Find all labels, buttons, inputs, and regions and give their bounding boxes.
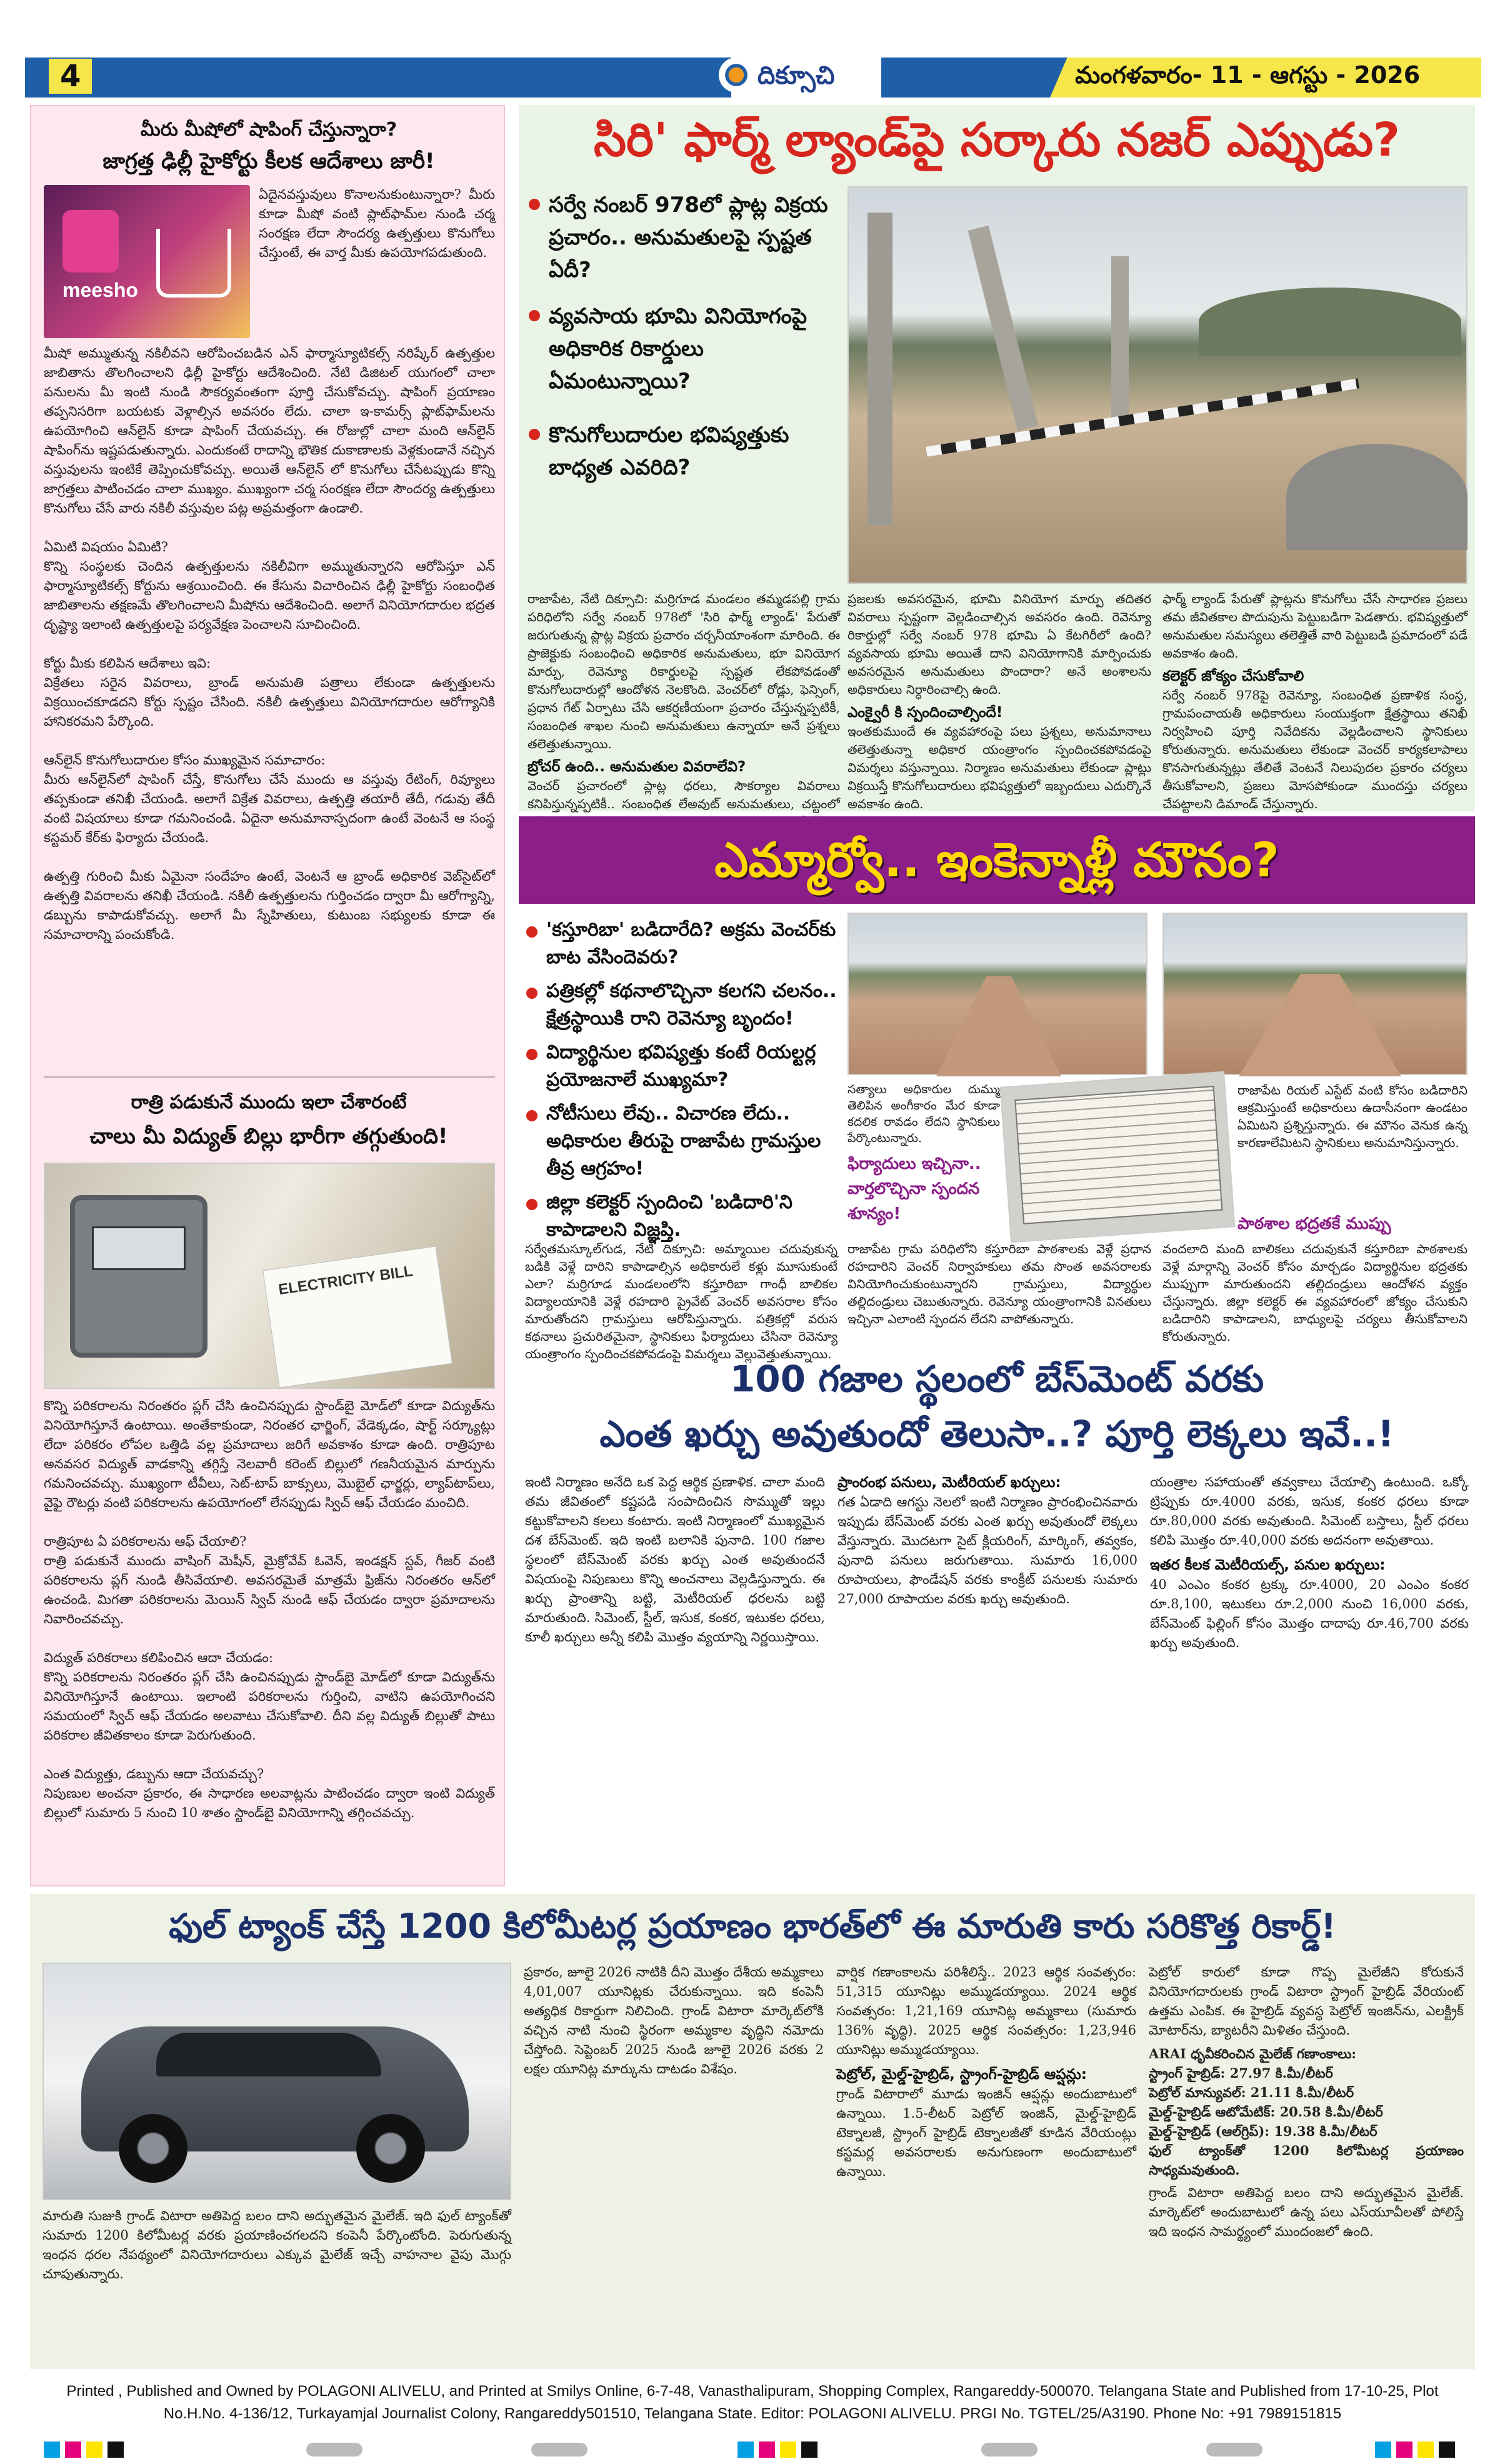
article4-headline: ఫుల్ ట్యాంక్ చేస్తే 1200 కిలోమీటర్ల ప్రయాణం భారత్‌లో ఈ మారుతి కారు సరికొత్త రికార్డ్! bbox=[169, 1906, 1336, 1946]
main-article4 bbox=[30, 1894, 1475, 2369]
footer-line-2: No.H.No. 4-136/12, Turkayamjal Journalist Colony, Rangareddy501510, Telangana State. Editor: POLAGONI ALIVELU. PRGI No. TGTEL/25/A3190. Phone No: +91 7989151815 bbox=[163, 2405, 1342, 2422]
article2-bullets bbox=[525, 916, 838, 1250]
article1-kicker: మీరు మీషోలో షాపింగ్ చేస్తున్నారా? bbox=[140, 119, 398, 141]
concrete-pillar bbox=[868, 213, 892, 525]
article3-col1: ఇంటి నిర్మాణం అనేది ఒక పెద్ద ఆర్థిక ప్రణాళిక. చాలా మంది తమ జీవితంలో కష్టపడి సంపాదించిన సొమ్ముతో ఇల్లు కట్టుకోవాలని కలలు కంటారు. ఇంటి నిర్మాణంలో ముఖ్యమైన దశ బేస్‌మెంట్. ఇది ఇంటి బలానికి పునాది. 100 గజాల స్థలంలో బేస్‌మెంట్ వరకు ఖర్చు ఎంత అవుతుందనే విషయంపై నిపుణులు కొన్ని అంచనాలు వెల్లడిస్తున్నారు. ఈ ఖర్చు ప్రాంతాన్ని బట్టి, మెటీరియల్ ధరలను బట్టి మారుతుంది. సిమెంట్, స్టీల్, ఇసుక, కంకర, ఇటుకల ధరలు, కూలీ ఖర్చులు అన్నీ కలిపి మొత్తం వ్యయాన్ని నిర్ణయిస్తాయి. bbox=[525, 1475, 825, 1645]
article2-main-headline: ఎమ్మార్వో.. ఇంకెన్నాళ్లీ మౌనం? bbox=[714, 832, 1279, 888]
article1-bullet: కొనుగోలుదారుల భవిష్యత్తుకు బాధ్యత ఎవరిది? bbox=[528, 419, 840, 484]
article4-col2: ప్రకారం, జూలై 2026 నాటికి దీని మొత్తం దేశీయ అమ్మకాలు 4,01,007 యూనిట్లకు చేరుకున్నాయి. ఇది కంపెనీ అత్యధిక రికార్డుగా నిలిచింది. గ్రాండ్ విటారా మార్కెట్‌లోకి వచ్చిన నాటి నుంచి స్థిరంగా అమ్మకాల వృద్ధిని నమోదు చేస్తోంది. సెప్టెంబర్ 2025 నుండి జూలై 2026 వరకు 2 లక్షల యూనిట్ల మార్కును దాటడం విశేషం. bbox=[524, 1965, 824, 2076]
article2-label-complaints: ఫిర్యాదులు ఇచ్చినా.. వార్తలొచ్చినా స్పందన శూన్యం! bbox=[848, 1154, 981, 1223]
article2-bullet: విద్యార్థినుల భవిష్యత్తు కంటే రియల్టర్ల ప్రయోజనాలే ముఖ్యమా? bbox=[525, 1039, 838, 1094]
article2-banner bbox=[519, 816, 1475, 904]
document-photo bbox=[1000, 1071, 1236, 1243]
bill-paper bbox=[262, 1246, 452, 1388]
article1-headline: జాగ్రత్త ఢిల్లీ హైకోర్టు కీలక ఆదేశాలు జారీ! bbox=[102, 149, 435, 174]
article3-col2: ప్రాంరంభ పనులు, మెటీరియల్ ఖర్చులు: గత ఏడాది ఆగస్టు నెలలో ఇంటి నిర్మాణం ప్రారంభించినవారు ఇప్పుడు బేస్‌మెంట్ వరకు ఎంత ఖర్చు అవుతుందో లెక్కలు వేస్తున్నారు. మొదటగా సైట్ క్లియరింగ్, మార్కింగ్, తవ్వకం, పునాది పనులు జరుగుతాయి. సుమారు 16,000 రూపాయలు, ఫౌండేషన్ వరకు కాంక్రీట్ పనులకు సుమారు 27,000 రూపాయల వరకు ఖర్చు అవుతుంది. bbox=[838, 1475, 1138, 1606]
footer-line-1: Printed , Published and Owned by POLAGONI ALIVELU, and Printed at Smilys Online, 6-7-48, Vanasthalipuram, Shopping Complex, Rangareddy-500070. Telangana State and Published from 17-10-25, Plot bbox=[66, 2383, 1439, 2400]
main-article2 bbox=[519, 910, 1475, 1361]
article4-col1: మారుతి సుజుకి గ్రాండ్ విటారా అతిపెద్ద బలం దాని అద్భుతమైన మైలేజ్. ఇది ఫుల్ ట్యాంక్‌తో సుమారు 1200 కిలోమీటర్ల వరకు ప్రయాణించగలదని కంపెనీ పేర్కొంటోంది. పెరుగుతున్న ఇంధన ధరల నేపథ్యంలో వినియోగదారులు ఎక్కువ మైలేజ్ ఇచ్చే వాహనాల వైపు మొగ్గు చూపుతున్నారు. bbox=[42, 2208, 511, 2281]
electricity-meter-photo bbox=[44, 1163, 495, 1389]
car-wheel bbox=[356, 2114, 425, 2183]
masthead-logo: దిక్సూచి bbox=[712, 50, 850, 103]
car-window bbox=[156, 2033, 381, 2076]
bill-caption: ELECTRICITY BILL bbox=[277, 1263, 414, 1299]
article2-col3: వందలాది మంది బాలికలు చదువుకునే కస్తూరిబా పాఠశాలకు వెళ్లే మార్గాన్ని వెంచర్ కోసం మార్చడం విద్యార్థినుల భద్రతకు ముప్పుగా మారుతుందని తల్లిదండ్రులు ఆందోళన వ్యక్తం చేస్తున్నారు. జిల్లా కలెక్టర్ ఈ వ్యవహారంలో జోక్యం చేసుకుని బడిదారిని కాపాడాలని, బాధ్యులపై చర్యలు తీసుకోవాలని కోరుతున్నారు. bbox=[1162, 1241, 1468, 1344]
article2-col1: సర్వేతమస్కూల్‌గుడ, నేటి దిక్సూచి: అమ్మాయిల చదువుకున్న బడికి వెళ్లే దారిని కాపాడాల్సిన అధికారులే కళ్లు మూసుకుంటే ఎలా? మర్రిగూడ మండలంలోని కస్తూరిబా గాంధీ బాలికల విద్యాలయానికి వెళ్లే రహదారి ప్రైవేట్ వెంచర్ అవసరాల కోసం మారుతోందని గ్రామస్తులు ఆరోపిస్తున్నారు. పత్రికల్లో వరుస కథనాలు ప్రచురితమైనా, స్థానికులు ఫిర్యాదులు చేసినా రెవెన్యూ యంత్రాంగం స్పందించకపోవడంపై విమర్శలు వెల్లువెత్తుతున్నాయి. bbox=[525, 1241, 838, 1361]
article2-col3-top: రాజాపేట రియల్ ఎస్టేట్ వంటి కోసం బడిదారిని ఆక్రమిస్తుంటే అధికారులు ఉదాసీనంగా ఉండటం ఏమిటని ప్రశ్నిస్తున్నారు. ఈ మౌనం వెనుక ఉన్న కారణాలేమిటని స్థానికులు అనుమానిస్తున్నారు. bbox=[1238, 1083, 1468, 1150]
article3-headline-line2: ఎంత ఖర్చు అవుతుందో తెలుసా..? పూర్తి లెక్కలు ఇవే..! bbox=[599, 1413, 1394, 1455]
article1-col3: ఫార్మ్ ల్యాండ్ పేరుతో ప్లాట్లను కొనుగోలు చేసే సాధారణ ప్రజలు తమ జీవితకాల పొదుపును పెట్టుబడిగా పెడతారు. భవిష్యత్తులో అనుమతుల సమస్యలు తలెత్తితే వారి పెట్టుబడి ప్రమాదంలో పడే అవకాశం ఉంది. కలెక్టర్ జోక్యం చేసుకోవాలి సర్వే నంబర్ 978పై రెవెన్యూ, సంబంధిత ప్రణాళిక సంస్థ, గ్రామపంచాయతీ అధికారులు సంయుక్తంగా క్షేత్రస్థాయి తనిఖీ నిర్వహించి పూర్తి నివేదికను వెల్లడించాలని స్థానికులు కోరుతున్నారు. అనుమతులు లేకుండా వెంచర్ కార్యకలాపాలు కొనసాగుతున్నట్లు తేలితే వెంటనే నిలుపుదల ప్రకారం చర్యలు తీసుకోవాలని, ప్రజలు మోసపోకుండా ముందస్తు చర్యలు చేపట్టాలని డిమాండ్ చేస్తున్నారు. bbox=[1162, 591, 1468, 811]
hill-shape bbox=[1199, 288, 1461, 356]
article1-body: మీషో అమ్ముతున్న నకిలీవని ఆరోపించబడిన ఎన్ ఫార్మాస్యూటికల్స్ నరిష్కేర్ ఉత్పత్తుల జాబితాను తొలగించాలని ఢిల్లీ హైకోర్టు ఆదేశించింది. నేటి డిజిటల్ యుగంలో చాలా పనులను మీ ఇంటి నుండి సౌకర్యవంతంగా పూర్తి చేసుకోవచ్చు. షాపింగ్ ప్రయాణం తప్పనిసరిగా బయటకు వెళ్లాల్సిన అవసరం లేదు. చాలా ఇ-కామర్స్ ప్లాట్‌ఫామ్‌లను ఉపయోగించి ఆన్‌లైన్ కూడా షాపింగ్ చేయవచ్చు. ఈ రోజుల్లో చాలా మంది ఆన్‌లైన్ షాపింగ్‌ను ఇష్టపడుతున్నారు. ఎందుకంటే రాదాన్ని భౌతిక దుకాణాలకు వెళ్లకుండానే నచ్చిన వస్తువులను ఇంటికే తెప్పించుకోవచ్చు. అయితే ఆన్‌లైన్ లో కొనుగోలు చేసేటప్పుడు కొన్ని జాగ్రత్తలు పాటించడం చాలా ముఖ్యం. ముఖ్యంగా చర్మ సంరక్షణ లేదా సౌందర్య ఉత్పత్తులు కొనుగోలు చేసే వారు నకిలీ వస్తువుల పట్ల అప్రమత్తంగా ఉండాలి. ఏమిటి విషయం ఏమిటి? కొన్ని సంస్థలకు చెందిన ఉత్పత్తులను నకిలీవిగా అమ్ముతున్నారని ఆరోపిస్తూ ఎన్ ఫార్మాస్యూటికల్స్ కోర్టును ఆశ్రయించింది. ఈ కేసును విచారించిన ఢిల్లీ హైకోర్టు సంబంధిత జాబితాలను తక్షణమే తొలగించాలని మీషోను ఆదేశించింది. అలాగే వినియోగదారుల భద్రత దృష్ట్యా ఇలాంటి ఉత్పత్తులపై పర్యవేక్షణ పెంచాలని సూచించింది. కోర్టు మీకు కలిపిన ఆదేశాలు ఇవి: విక్రేతలు సరైన వివరాలు, బ్రాండ్ అనుమతి పత్రాలు లేకుండా ఉత్పత్తులను విక్రయించకూడదని కోర్టు స్పష్టం చేసింది. నకిలీ ఉత్పత్తులు వినియోగదారుల ఆరోగ్యానికి హానికరమని పేర్కొంది. ఆన్‌లైన్ కొనుగోలుదారుల కోసం ముఖ్యమైన సమాచారం: మీరు ఆన్‌లైన్‌లో షాపింగ్ చేస్తే, కొనుగోలు చేసే ముందు ఆ వస్తువు రేటింగ్, రివ్యూలు తప్పకుండా తనిఖీ చేయండి. అలాగే విక్రేత వివరాలు, ఉత్పత్తి తయారీ తేదీ, గడువు తేదీ వంటి విషయాలు కూడా గమనించండి. ఏదైనా అనుమానాస్పదంగా ఉంటే వెంటనే ఆ సంస్థ కస్టమర్ కేర్‌కు ఫిర్యాదు చేయండి. ఉత్పత్తి గురించి మీకు ఏమైనా సందేహం ఉంటే, వెంటనే ఆ బ్రాండ్ అధికారిక వెబ్‌సైట్‌లో ఉత్పత్తి వివరాలను తనిఖీ చేయండి. నకిలీ ఉత్పత్తులను గుర్తించడం ద్వారా మీ ఆరోగ్యాన్ని, డబ్బును కాపాడుకోవచ్చు. అలాగే మీ స్నేహితులు, కుటుంబ సభ్యులకు కూడా ఈ సమాచారాన్ని పంచుకోండి. bbox=[44, 346, 495, 942]
print-registration-strip bbox=[44, 2440, 1456, 2459]
road-curb bbox=[926, 378, 1359, 456]
article2-photo-caption: సత్యాలు అధికారుల దుమ్ము తెలిపిన అంగీకారం మేర కూడా కదలిక రావడం లేదని స్థానికులు పేర్కొంటున్నారు. bbox=[848, 1083, 1000, 1145]
article1-col2: ప్రజలకు అవసరమైన, భూమి వినియోగ మార్పు తదితర వివరాలు స్పష్టంగా వెల్లడించాల్సిన అవసరం ఉంది. రెవెన్యూ రికార్డుల్లో సర్వే నంబర్ 978 భూమి ఏ కేటగిరీలో ఉంది? వ్యవసాయ భూమి అయితే దాని వినియోగానికి మార్పించుకు అవసరమైన అనుమతులు పొందారా? అనే అంశాలను అధికారులు నిర్ధారించాల్సి ఉంది. ఎంక్వైరీ కి స్పందించాల్సిందే! ఇంతకుముందే ఈ వ్యవహారంపై పలు ప్రశ్నలు, అనుమానాలు తలెత్తుతున్నా అధికార యంత్రాంగం స్పందించకపోవడంపై విమర్శలు వస్తున్నాయి. నిర్మాణం అనుమతులు లేకుండా ప్లాట్లు విక్రయిస్తే కొనుగోలుదారులు భవిష్యత్తులో ఇబ్బందులు ఎదుర్కొనే అవకాశం ఉంది. bbox=[848, 591, 1151, 811]
meter-icon bbox=[70, 1195, 208, 1358]
concrete-pillar bbox=[1111, 256, 1129, 419]
page-number: 4 bbox=[49, 59, 92, 94]
main-article3 bbox=[519, 1348, 1475, 1885]
meesho-logo: meesho bbox=[62, 279, 138, 301]
article-divider bbox=[44, 1076, 495, 1078]
shopping-cart-icon bbox=[156, 229, 231, 298]
article1-bullets bbox=[528, 189, 840, 490]
article2-body: కొన్ని పరికరాలను నిరంతరం ప్లగ్ చేసి ఉంచినప్పుడు స్టాండ్‌బై మోడ్‌లో కూడా విద్యుత్‌ను వినియోగిస్తూనే ఉంటాయి. అంతేకాకుండా, నిరంతర ఛార్జింగ్, వేడెక్కడం, షార్ట్ సర్క్యూట్లు లేదా పరికరం లోపల ఒత్తిడి వల్ల ప్రమాదాలు జరిగే అవకాశం కూడా ఉంది. రాత్రిపూట అనవసర విద్యుత్ వాడకాన్ని తగ్గిస్తే నెలవారీ కరెంట్ బిల్లులో గణనీయమైన మార్పును గమనించవచ్చు. ముఖ్యంగా టీవీలు, సెట్-టాప్ బాక్సులు, మొబైల్ ఛార్జర్లు, ల్యాప్‌టాప్‌లు, వైఫై రౌటర్లు వంటి పరికరాలను ఉపయోగంలో లేనప్పుడు స్విచ్ ఆఫ్ చేయడం మంచిది. రాత్రిపూట ఏ పరికరాలను ఆఫ్ చేయాలి? రాత్రి పడుకునే ముందు వాషింగ్ మెషీన్, మైక్రోవేవ్ ఓవెన్, ఇండక్షన్ స్టవ్, గీజర్ వంటి పరికరాలను ప్లగ్ నుండి తీసివేయాలి. అవసరమైతే మాత్రమే ఫ్రిజ్‌ను నిరంతరం ఆన్‌లో ఉంచండి. మిగతా పరికరాలను మెయిన్ స్విచ్ నుండి ఆఫ్ చేయడం ద్వారా ప్రమాదాలను నివారించవచ్చు. విద్యుత్ పరికరాలు కలిపించిన ఆదా చేయడం: కొన్ని పరికరాలను నిరంతరం ప్లగ్ చేసి ఉంచినప్పుడు స్టాండ్‌బై మోడ్‌లో కూడా విద్యుత్‌ను వినియోగిస్తూనే ఉంటాయి. ఇలాంటి పరికరాలను గుర్తించి, వాటిని ఉపయోగించని సమయంలో స్విచ్ ఆఫ్ చేయడం అలవాటు చేసుకోవాలి. దీని వల్ల విద్యుత్ బిల్లుతో పాటు పరికరాల జీవితకాలం కూడా పెరుగుతుంది. ఎంత విద్యుత్తు, డబ్బును ఆదా చేయవచ్చు? నిపుణుల అంచనా ప్రకారం, ఈ సాధారణ అలవాట్లను పాటించడం ద్వారా ఇంటి విద్యుత్ బిల్లులో సుమారు 5 నుంచి 10 శాతం స్టాండ్‌బై వినియోగాన్ని తగ్గించవచ్చు. bbox=[44, 1398, 495, 1820]
car-wheel bbox=[119, 2114, 188, 2183]
gravel-pile bbox=[1286, 444, 1468, 550]
article1-bullet: సర్వే నంబర్ 978లో ప్లాట్ల విక్రయ ప్రచారం.. అనుమతులపై స్పష్టత ఏదీ? bbox=[528, 189, 840, 294]
article3-headline-line1: 100 గజాల స్థలంలో బేస్‌మెంట్ వరకు bbox=[729, 1358, 1264, 1400]
meesho-photo bbox=[44, 185, 250, 338]
footer-imprint bbox=[30, 2380, 1475, 2430]
article2-bullet: జిల్లా కలెక్టర్ స్పందించి 'బడిదారి'ని కాపాడాలని విజ్ఞప్తి. bbox=[525, 1189, 838, 1244]
school-road-photo-2 bbox=[1162, 913, 1468, 1075]
article2-label-safety: పాఠశాల భద్రతకే ముప్పు bbox=[1238, 1214, 1391, 1233]
article3-col3: యంత్రాల సహాయంతో తవ్వకాలు చేయాల్సి ఉంటుంది. ఒక్కో ట్రిప్పుకు రూ.4000 వరకు, ఇసుక, కంకర ధరలు కూడా రూ.80,000 వరకు అవుతుంది. సిమెంట్ బస్తాలు, స్టీల్ ధరలు కలిపి మొత్తం రూ.40,000 వరకు అదనంగా అవుతాయి. ఇతర కీలక మెటీరియల్స్, పనుల ఖర్చులు: 40 ఎంఎం కంకర ట్రక్కు రూ.4000, 20 ఎంఎం కంకర రూ.8,100, ఇటుకలు రూ.2,000 నుంచి 16,000 వరకు, బేస్‌మెంట్ ఫిల్లింగ్ కోసం మొత్తం దాదాపు రూ.46,700 వరకు ఖర్చు అవుతుంది. bbox=[1150, 1475, 1469, 1650]
meesho-bag-icon bbox=[62, 210, 119, 273]
article4-col4: పెట్రోల్ కారులో కూడా గొప్ప మైలేజీని కోరుకునే వినియోగదారులకు గ్రాండ్ విటారా స్ట్రాంగ్ హైబ్రిడ్ వేరియంట్ ఉత్తమ ఎంపిక. ఈ హైబ్రిడ్ వ్యవస్థ పెట్రోల్ ఇంజిన్‌ను, ఎలక్ట్రిక్ మోటార్‌ను, బ్యాటరీని మిళితం చేస్తుంది. ARAI ధృవీకరించిన మైలేజ్ గణాంకాలు: స్ట్రాంగ్ హైబ్రిడ్: 27.97 కి.మీ/లీటర్ పెట్రోల్ మాన్యువల్: 21.11 కి.మీ/లీటర్ మైల్డ్-హైబ్రిడ్ ఆటోమేటిక్: 20.58 కి.మీ/లీటర్ మైల్డ్-హైబ్రిడ్ (ఆల్‌గ్రిప్): 19.38 కి.మీ/లీటర్ ఫుల్ ట్యాంక్‌తో 1200 కిలోమీటర్ల ప్రయాణం సాధ్యమవుతుంది. గ్రాండ్ విటారా అతిపెద్ద బలం దాని అద్భుతమైన మైలేజ్. మార్కెట్‌లో అందుబాటులో ఉన్న పలు ఎస్‌యూవీలతో పోలిస్తే ఇది ఇంధన సామర్థ్యంలో ముందంజలో ఉంది. bbox=[1149, 1965, 1464, 2239]
school-road-photo-1 bbox=[848, 913, 1148, 1075]
car-photo bbox=[42, 1963, 511, 2200]
main-article1 bbox=[519, 105, 1475, 811]
article2-kicker: రాత్రి పడుకునే ముందు ఇలా చేశారంటే bbox=[131, 1091, 407, 1113]
farm-land-photo bbox=[848, 186, 1468, 584]
article2-bullet: పత్రికల్లో కథనాలొచ్చినా కలగని చలనం.. క్షేత్రస్థాయికి రాని రెవెన్యూ బృందం! bbox=[525, 978, 838, 1033]
issue-date: మంగళవారం- 11 - ఆగస్టు - 2026 bbox=[1075, 61, 1421, 89]
article2-bullet: 'కస్తూరిబా' బడిదారేది? అక్రమ వెంచర్‌కు బాట వేసిందెవరు? bbox=[525, 916, 838, 971]
article2-headline: చాలు మీ విద్యుత్ బిల్లు భారీగా తగ్గుతుంది! bbox=[89, 1124, 448, 1149]
concrete-pillar bbox=[968, 226, 1039, 431]
article4-col3: వార్షిక గణాంకాలను పరిశీలిస్తే.. 2023 ఆర్థిక సంవత్సరం: 51,315 యూనిట్లు అమ్ముడయ్యాయి. 2024 ఆర్థిక సంవత్సరం: 1,21,169 యూనిట్ల అమ్మకాలు (సుమారు 136% వృద్ధి). 2025 ఆర్థిక సంవత్సరం: 1,23,946 యూనిట్లు అమ్ముడయ్యాయి. పెట్రోల్, మైల్డ్-హైబ్రిడ్, స్ట్రాంగ్-హైబ్రిడ్ ఆప్షన్లు: గ్రాండ్ విటారాలో మూడు ఇంజిన్ ఆప్షన్లు అందుబాటులో ఉన్నాయి. 1.5-లీటర్ పెట్రోల్ ఇంజిన్, మైల్డ్-హైబ్రిడ్ టెక్నాలజీ, స్ట్రాంగ్ హైబ్రిడ్ టెక్నాలజీతో కూడిన వేరియంట్లు కస్టమర్ల అవసరాలకు అనుగుణంగా అందుబాటులో ఉన్నాయి. bbox=[836, 1965, 1136, 2179]
article1-main-headline: సిరి' ఫార్మ్ ల్యాండ్‌పై సర్కారు నజర్ ఎప్పుడు? bbox=[594, 113, 1400, 167]
article1-bullet: వ్యవసాయ భూమి వినియోగంపై అధికారిక రికార్డులు ఏమంటున్నాయి? bbox=[528, 300, 840, 413]
article1-intro: ఏదైనవస్తువులు కొనాలనుకుంటున్నారా? మీరు కూడా మీషో వంటి ప్లాట్‌ఫామ్‌ల నుండి చర్మ సంరక్షణ లేదా సౌందర్య ఉత్పత్తులు కొనుగోలు చేస్తుంటే, ఈ వార్త మీకు ఉపయోగపడుతుంది. bbox=[259, 187, 495, 260]
article2-bullet: నోటీసులు లేవు.. విచారణ లేదు.. అధికారుల తీరుపై రాజాపేట గ్రామస్తుల తీవ్ర ఆగ్రహం! bbox=[525, 1100, 838, 1183]
article1-col1: రాజాపేట, నేటి దిక్సూచి: మర్రిగూడ మండలం తమ్మడపల్లి గ్రామ పరిధిలోని సర్వే నంబర్ 978లో 'సిరి ఫార్మ్ ల్యాండ్' పేరుతో జరుగుతున్న ప్లాట్ల విక్రయ ప్రచారం చర్చనీయాంశంగా మారింది. ఈ ప్రాజెక్టుకు సంబంధించి అధికారిక అనుమతులు, భూ వినియోగ మార్పు, రెవెన్యూ రికార్డులపై స్పష్టత లేకపోవడంతో కొనుగోలుదారుల్లో ఆందోళన నెలకొంది. వెంచర్‌లో రోడ్లు, ఫెన్సింగ్, ప్రధాన గేట్ ఏర్పాటు చేసి ఆకర్షణీయంగా ప్రచారం చేస్తున్నప్పటికీ, సంబంధిత శాఖల నుంచి అనుమతులు ఉన్నాయా అనే ప్రశ్నలు తలెత్తుతున్నాయి. బ్రోచర్ ఉంది.. అనుమతుల వివరాలేవి? వెంచర్ ప్రచారంలో ప్లాట్ల ధరలు, సౌకర్యాల వివరాలు కనిపిస్తున్నప్పటికీ.. సంబంధిత లేఅవుట్ అనుమతులు, చట్టంలో bbox=[528, 591, 840, 811]
compass-logo-icon bbox=[719, 58, 754, 93]
left-column bbox=[30, 105, 505, 1886]
article2-col2: రాజాపేట గ్రామ పరిధిలోని కస్తూరిబా పాఠశాలకు వెళ్లే ప్రధాన రహదారిని వెంచర్ నిర్వాహకులు తమ సొంత అవసరాలకు వినియోగించుకుంటున్నారని గ్రామస్తులు, విద్యార్థుల తల్లిదండ్రులు చెబుతున్నారు. రెవెన్యూ యంత్రాంగానికి వినతులు ఇచ్చినా ఎలాంటి స్పందన లేదని వాపోతున్నారు. bbox=[848, 1241, 1151, 1326]
